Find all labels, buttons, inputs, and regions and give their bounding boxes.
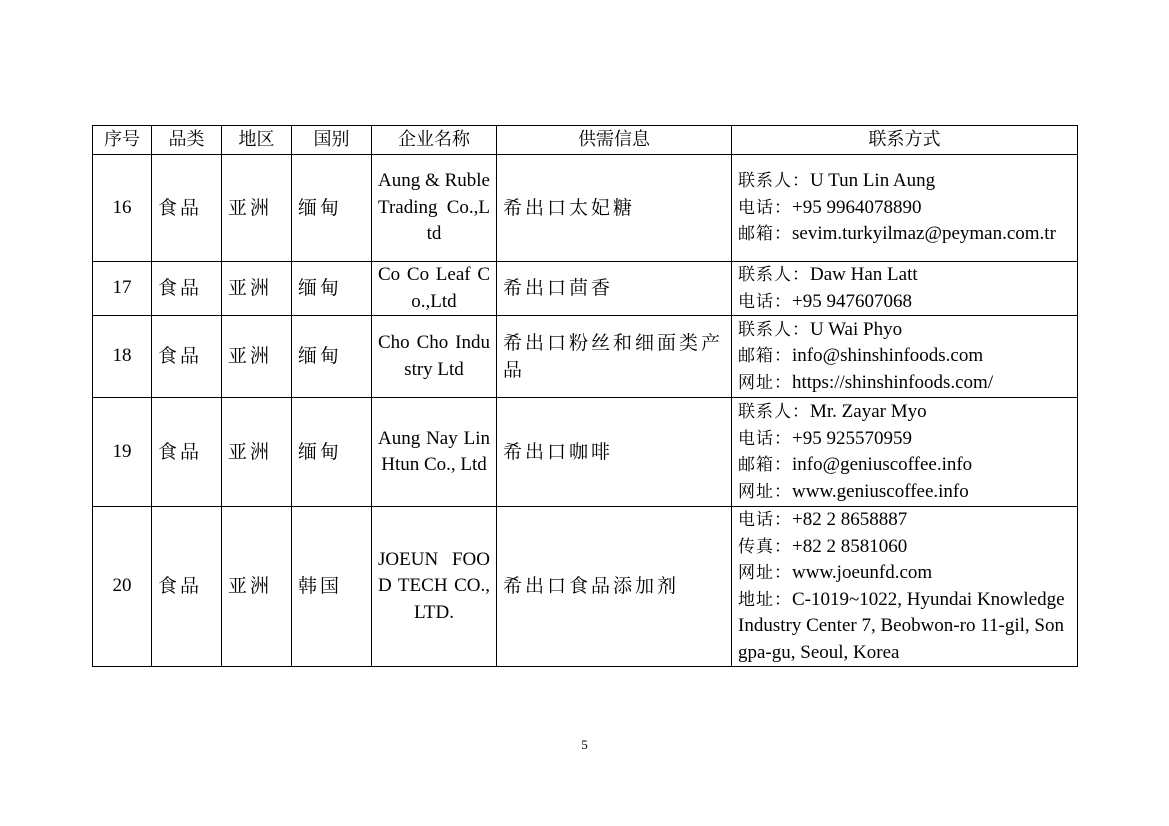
contact-line — [738, 452, 1071, 479]
contact-label: 联系人： — [738, 265, 810, 285]
header-category: 品类 — [152, 126, 222, 155]
contact-value: +82 2 8581060 — [792, 535, 908, 557]
cell-company: Cho Cho Industry Ltd — [372, 316, 497, 398]
header-contact: 联系方式 — [732, 126, 1078, 155]
cell-serial: 17 — [93, 262, 152, 316]
contact-line — [738, 479, 1071, 506]
cell-region: 亚洲 — [222, 155, 292, 262]
cell-supply-info: 希出口食品添加剂 — [497, 507, 732, 667]
header-serial: 序号 — [93, 126, 152, 155]
contact-value: U Tun Lin Aung — [810, 170, 936, 192]
table-row — [93, 316, 1078, 398]
contact-line — [738, 221, 1071, 248]
contact-value: info@shinshinfoods.com — [792, 345, 984, 367]
contact-line — [738, 507, 1071, 534]
cell-serial: 19 — [93, 398, 152, 507]
table-row — [93, 398, 1078, 507]
contact-value: Mr. Zayar Myo — [810, 401, 927, 422]
header-country: 国别 — [292, 126, 372, 155]
table-header-row — [93, 126, 1078, 155]
contact-value: Daw Han Latt — [810, 264, 918, 285]
contact-label: 邮箱： — [738, 455, 792, 475]
cell-supply-info: 希出口咖啡 — [497, 398, 732, 507]
contact-label: 网址： — [738, 372, 792, 393]
cell-supply-info: 希出口茴香 — [497, 262, 732, 316]
contact-label: 邮箱： — [738, 224, 792, 245]
cell-company: Co Co Leaf Co.,Ltd — [372, 262, 497, 316]
contact-line — [738, 399, 1071, 426]
cell-category: 食品 — [152, 316, 222, 398]
contact-line — [738, 262, 1071, 289]
cell-contact — [732, 398, 1078, 507]
cell-contact — [732, 507, 1078, 667]
cell-region: 亚洲 — [222, 398, 292, 507]
cell-category: 食品 — [152, 262, 222, 316]
cell-country: 缅甸 — [292, 155, 372, 262]
contact-label: 地址： — [738, 589, 792, 610]
contact-line — [738, 560, 1071, 587]
cell-serial: 20 — [93, 507, 152, 667]
contact-value: +95 947607068 — [792, 290, 912, 312]
contact-label: 传真： — [738, 536, 792, 557]
contact-value: www.joeunfd.com — [792, 562, 933, 583]
contact-value: +95 925570959 — [792, 427, 912, 449]
contact-label: 电话： — [738, 510, 792, 530]
contact-value: +82 2 8658887 — [792, 509, 908, 530]
cell-region: 亚洲 — [222, 262, 292, 316]
contact-value: info@geniuscoffee.info — [792, 454, 973, 475]
contact-label: 电话： — [738, 291, 792, 312]
contact-value: https://shinshinfoods.com/ — [792, 371, 994, 393]
contact-line — [738, 370, 1071, 397]
cell-contact — [732, 316, 1078, 398]
cell-country: 缅甸 — [292, 262, 372, 316]
contact-label: 网址： — [738, 563, 792, 583]
cell-serial: 18 — [93, 316, 152, 398]
contact-value: sevim.turkyilmaz@peyman.com.tr — [792, 223, 1056, 245]
contact-label: 电话： — [738, 197, 792, 218]
cell-contact — [732, 155, 1078, 262]
supply-demand-table — [92, 125, 1078, 667]
contact-value: U Wai Phyo — [810, 318, 903, 340]
page-number: 5 — [581, 737, 588, 752]
contact-value: C-1019~1022, Hyundai Knowledge Industry Center 7, Beobwon-ro 11-gil, Songpa-gu, Seoul, Korea — [738, 588, 1065, 663]
cell-region: 亚洲 — [222, 507, 292, 667]
contact-label: 联系人： — [738, 402, 810, 422]
contact-label: 联系人： — [738, 319, 810, 340]
contact-label: 电话： — [738, 428, 792, 449]
contact-label: 网址： — [738, 481, 792, 502]
cell-supply-info: 希出口粉丝和细面类产品 — [497, 316, 732, 398]
cell-serial: 16 — [93, 155, 152, 262]
contact-label: 联系人： — [738, 171, 810, 192]
contact-label: 邮箱： — [738, 346, 792, 367]
cell-company: JOEUN FOOD TECH CO., LTD. — [372, 507, 497, 667]
table-row — [93, 507, 1078, 667]
cell-supply-info: 希出口太妃糖 — [497, 155, 732, 262]
cell-region: 亚洲 — [222, 316, 292, 398]
contact-line — [738, 587, 1071, 667]
cell-country: 韩国 — [292, 507, 372, 667]
header-supply-info: 供需信息 — [497, 126, 732, 155]
contact-line — [738, 534, 1071, 561]
cell-country: 缅甸 — [292, 398, 372, 507]
contact-line — [738, 317, 1071, 344]
cell-category: 食品 — [152, 398, 222, 507]
header-company: 企业名称 — [372, 126, 497, 155]
cell-contact — [732, 262, 1078, 316]
table-row — [93, 262, 1078, 316]
contact-line — [738, 426, 1071, 453]
contact-line — [738, 195, 1071, 222]
cell-country: 缅甸 — [292, 316, 372, 398]
contact-line — [738, 168, 1071, 195]
table-row — [93, 155, 1078, 262]
cell-category: 食品 — [152, 155, 222, 262]
header-region: 地区 — [222, 126, 292, 155]
contact-line — [738, 343, 1071, 370]
contact-value: +95 9964078890 — [792, 196, 922, 218]
contact-value: www.geniuscoffee.info — [792, 480, 969, 502]
cell-company: Aung Nay Lin Htun Co., Ltd — [372, 398, 497, 507]
cell-company: Aung & Ruble Trading Co.,Ltd — [372, 155, 497, 262]
cell-category: 食品 — [152, 507, 222, 667]
contact-line — [738, 289, 1071, 316]
